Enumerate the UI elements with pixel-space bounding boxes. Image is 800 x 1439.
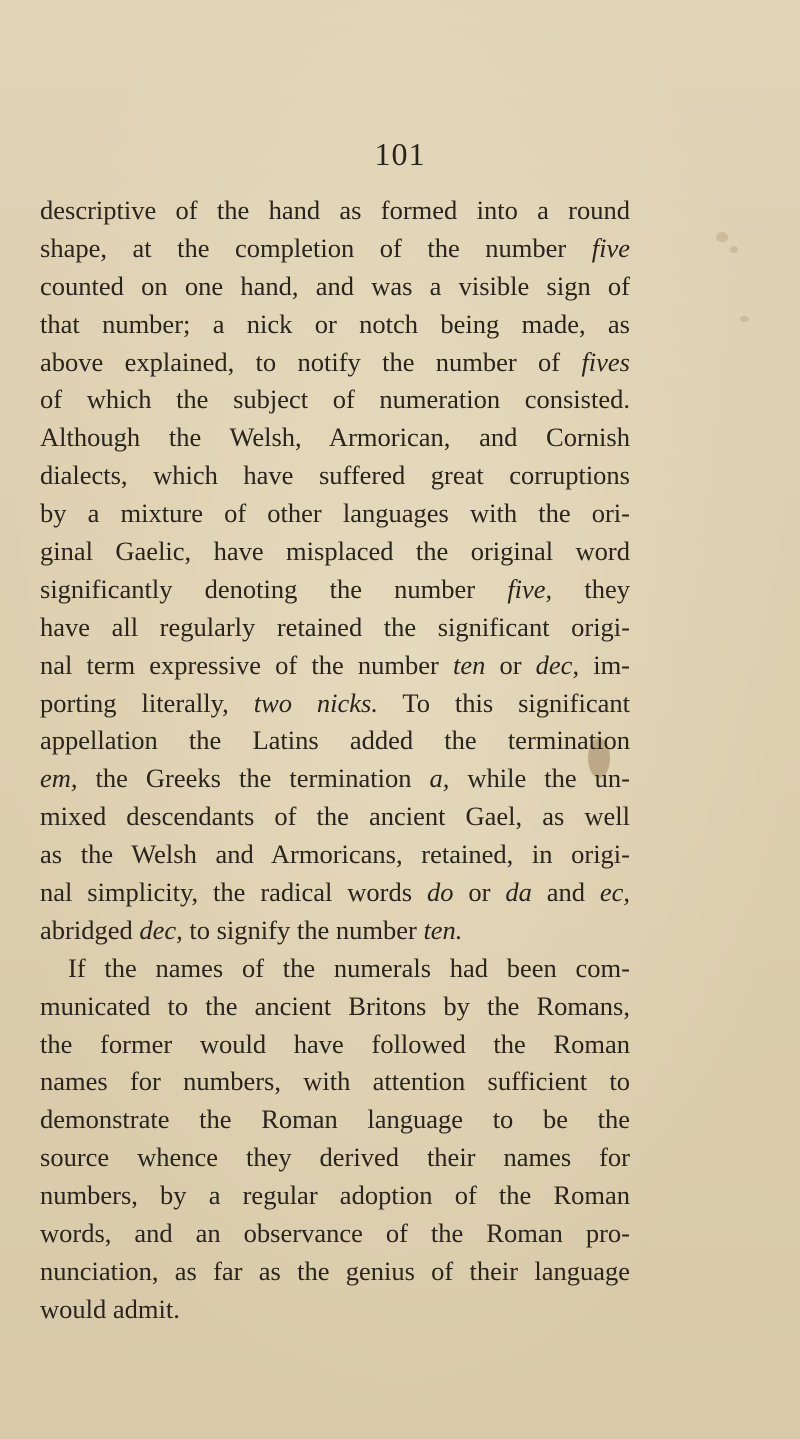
italic-text: ec, <box>599 877 630 908</box>
text-line <box>40 1291 630 1329</box>
text-run: porting literally, <box>40 687 254 718</box>
text-run: demonstrate the Roman language to be the <box>40 1104 630 1135</box>
italic-text: five, <box>507 573 553 604</box>
text-run: that number; a nick or notch being made, as <box>40 308 630 339</box>
text-line <box>40 192 630 230</box>
italic-text: a, <box>429 763 450 794</box>
text-line <box>40 685 630 723</box>
text-line <box>40 1026 630 1064</box>
text-run: nal term expressive of the number <box>40 649 453 680</box>
text-line <box>40 1101 630 1139</box>
text-line <box>40 647 630 685</box>
text-line <box>40 457 630 495</box>
text-line <box>40 912 630 950</box>
text-line <box>40 1215 630 1253</box>
foxing-spot <box>716 232 728 242</box>
text-run: appellation the Latins added the termination <box>40 725 630 756</box>
italic-text: two nicks. <box>253 687 378 718</box>
italic-text: ten. <box>423 914 463 945</box>
body-text <box>40 192 630 1329</box>
text-line <box>40 268 630 306</box>
text-run: counted on one hand, and was a visible sign of <box>40 270 630 301</box>
text-line <box>40 230 630 268</box>
text-line <box>40 1063 630 1101</box>
text-run: they <box>552 573 630 604</box>
text-run: Although the Welsh, Armorican, and Cornish <box>40 422 630 453</box>
text-run: shape, at the completion of the number <box>40 232 592 263</box>
text-run: or <box>453 877 506 908</box>
text-run: To this significant <box>377 687 630 718</box>
text-line <box>40 306 630 344</box>
italic-text: da <box>505 877 532 908</box>
text-run: as the Welsh and Armoricans, retained, in origi- <box>40 839 630 870</box>
text-run: above explained, to notify the number of <box>40 346 582 377</box>
text-line <box>40 381 630 419</box>
text-run: have all regularly retained the significant origi- <box>40 611 630 642</box>
text-run: ginal Gaelic, have misplaced the original word <box>40 536 630 567</box>
text-line <box>40 344 630 382</box>
text-line <box>40 950 630 988</box>
text-run: descriptive of the hand as formed into a round <box>40 195 630 225</box>
text-run: significantly denoting the number <box>40 573 508 604</box>
text-run: If the names of the numerals had been com- <box>68 952 630 983</box>
text-run: nunciation, as far as the genius of their language <box>40 1255 630 1286</box>
text-line <box>40 798 630 836</box>
text-run: im- <box>579 649 630 680</box>
text-run: to signify the number <box>182 914 424 945</box>
text-line <box>40 609 630 647</box>
italic-text: do <box>426 877 454 908</box>
italic-text: fives <box>581 346 630 377</box>
text-run: the former would have followed the Roman <box>40 1028 630 1059</box>
text-run: mixed descendants of the ancient Gael, as well <box>40 801 630 832</box>
text-line <box>40 419 630 457</box>
text-line <box>40 988 630 1026</box>
text-run: and <box>531 877 600 908</box>
text-line <box>40 1139 630 1177</box>
text-run: or <box>485 649 536 680</box>
text-run: by a mixture of other languages with the ori- <box>40 498 630 529</box>
text-line <box>40 836 630 874</box>
foxing-spot <box>740 316 749 322</box>
text-line <box>40 722 630 760</box>
text-line <box>40 533 630 571</box>
text-line <box>40 1253 630 1291</box>
text-run: words, and an observance of the Roman pro- <box>40 1218 630 1249</box>
italic-text: dec, <box>139 914 183 945</box>
italic-text: five <box>591 232 630 263</box>
text-run: dialects, which have suffered great corruptions <box>40 460 630 491</box>
text-run: abridged <box>40 914 140 945</box>
italic-text: dec, <box>535 649 580 680</box>
text-run: municated to the ancient Britons by the Romans, <box>40 990 630 1021</box>
text-run: would admit. <box>40 1293 180 1324</box>
text-run: source whence they derived their names for <box>40 1142 630 1173</box>
text-line <box>40 874 630 912</box>
text-line <box>40 760 630 798</box>
text-line <box>40 1177 630 1215</box>
text-run: names for numbers, with attention sufficient to <box>40 1066 630 1097</box>
text-run: the Greeks the termination <box>77 763 430 794</box>
text-run: while the un- <box>449 763 630 794</box>
page-number: 101 <box>374 136 426 172</box>
text-run: of which the subject of numeration consisted. <box>40 384 630 415</box>
italic-text: ten <box>452 649 486 680</box>
foxing-spot <box>730 246 738 253</box>
text-line <box>40 495 630 533</box>
italic-text: em, <box>40 763 78 794</box>
text-run: nal simplicity, the radical words <box>40 877 427 908</box>
text-run: numbers, by a regular adoption of the Roman <box>40 1180 630 1211</box>
text-line <box>40 571 630 609</box>
